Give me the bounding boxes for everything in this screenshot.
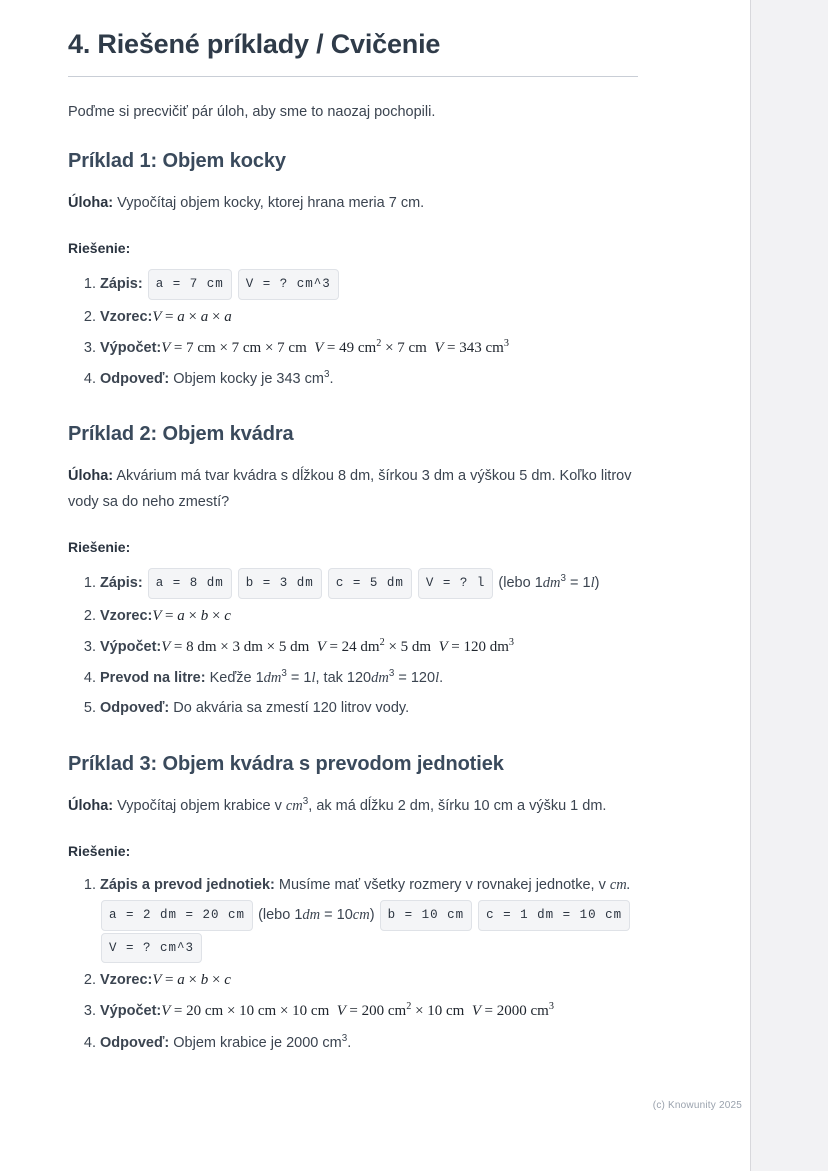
list-item: [100, 966, 638, 995]
example-2-solution-label: Riešenie:: [68, 539, 131, 556]
vypocet-label: Výpočet:: [100, 339, 162, 356]
task-text: Akvárium má tvar kvádra s dĺžkou 8 dm, šírkou 3 dm a výškou 5 dm. Koľko litrov vody sa do neho zmestí?: [68, 468, 632, 510]
vypocet-label: Výpočet:: [100, 638, 162, 655]
list-item: [100, 334, 638, 363]
task-text-post: , ak má dĺžku 2 dm, šírku 10 cm a výšku 1 dm.: [308, 797, 607, 814]
code-chip: a = 7 cm: [148, 269, 232, 299]
answer-text: Objem kocky je 343 $cm^3$.: [173, 369, 334, 388]
code-chip: V = ? cm^3: [238, 269, 339, 299]
task-label: Úloha:: [68, 797, 114, 814]
odpoved-label: Odpoveď:: [100, 700, 170, 717]
prevod-label: Prevod na litre:: [100, 670, 206, 687]
code-chip: c = 5 dm: [328, 568, 412, 598]
conversion-text: Keďže $1dm^3 = 1l$, tak $120dm^3 = 120l$.: [209, 668, 444, 687]
example-1-steps: [68, 268, 638, 393]
list-item: [100, 303, 638, 332]
code-chip: a = 2 dm = 20 cm: [101, 900, 253, 930]
list-item: [100, 633, 638, 662]
formula: V = a × a × a: [152, 308, 232, 325]
example-2-heading: Príklad 2: Objem kvádra: [68, 423, 294, 446]
code-chip: b = 10 cm: [380, 900, 473, 930]
example-2-steps: [68, 567, 638, 722]
list-item: [100, 365, 638, 393]
example-3-heading: Príklad 3: Objem kvádra s prevodom jednotiek: [68, 752, 504, 775]
list-item: [100, 1029, 638, 1057]
vzorec-label: Vzorec:: [100, 308, 153, 325]
vypocet-label: Výpočet:: [100, 1003, 162, 1020]
zapis-label: Zápis:: [100, 575, 143, 592]
code-chip: V = ? l: [418, 568, 494, 598]
calculation: V = 8 dm × 3 dm × 5 dm V = 24 $dm^2 \times 5$ dm V = 120 $dm^3$: [161, 636, 514, 655]
code-chip: a = 8 dm: [148, 568, 232, 598]
task-unit: cm: [285, 797, 303, 814]
example-3-task: Úloha: Vypočítaj objem krabice v $cm^3$, ak má dĺžku 2 dm, šírku 10 cm a výšku 1 dm.: [68, 795, 607, 814]
step-text: Musíme mať všetky rozmery v rovnakej jednotke, v: [278, 876, 610, 893]
odpoved-label: Odpoveď:: [100, 1034, 170, 1051]
calculation: V = 20 cm × 10 cm × 10 cm V = 200 $cm^2 \times 10$ cm V = 2000 $cm^3$: [161, 1001, 554, 1020]
step-unit: cm.: [609, 876, 631, 893]
code-chip: b = 3 dm: [238, 568, 322, 598]
formula: V = a × b × c: [152, 972, 231, 988]
code-chip: V = ? cm^3: [101, 933, 202, 963]
list-item: [100, 997, 638, 1026]
vzorec-label: Vzorec:: [100, 607, 153, 624]
example-2-task: [68, 464, 638, 515]
list-item: [100, 694, 638, 722]
example-1-task: [68, 191, 638, 216]
title-divider: [68, 76, 638, 77]
zapis-label: Zápis:: [100, 276, 143, 293]
example-3-steps: [68, 871, 638, 1057]
list-item: [100, 871, 638, 964]
list-item: [100, 664, 638, 692]
copyright-footer: (c) Knowunity 2025: [652, 1100, 742, 1111]
document-content: [68, 28, 638, 1087]
zapis-prevod-label: Zápis a prevod jednotiek:: [100, 876, 275, 893]
list-item: [100, 567, 638, 599]
list-item: [100, 602, 638, 631]
task-text: Vypočítaj objem kocky, ktorej hrana meria 7 cm.: [117, 194, 425, 211]
formula: V = a × b × c: [152, 607, 231, 624]
intro-paragraph: Poďme si precvičiť pár úloh, aby sme to naozaj pochopili.: [68, 103, 436, 120]
calculation: V = 7 cm × 7 cm × 7 cm V = 49 $cm^2 \times 7$ cm V = 343 $cm^3$: [161, 337, 509, 356]
scrollbar-track[interactable]: [750, 0, 828, 1171]
task-label: Úloha:: [68, 468, 114, 485]
list-item: [100, 268, 638, 300]
example-3-solution-label: Riešenie:: [68, 842, 131, 859]
example-1-heading: Príklad 1: Objem kocky: [68, 149, 286, 172]
chip-note: (lebo $1dm^3 = 1l$): [498, 573, 600, 592]
answer-text: Do akvária sa zmestí 120 litrov vody.: [173, 700, 410, 717]
task-text-pre: Vypočítaj objem krabice v: [117, 797, 286, 814]
odpoved-label: Odpoveď:: [100, 371, 170, 388]
vzorec-label: Vzorec:: [100, 972, 153, 988]
answer-text: Objem krabice je 2000 $cm^3$.: [173, 1032, 352, 1051]
page-title: 4. Riešené príklady / Cvičenie: [68, 29, 441, 59]
task-label: Úloha:: [68, 194, 114, 211]
code-chip: c = 1 dm = 10 cm: [478, 900, 630, 930]
chip-note: (lebo 1dm = 10cm): [258, 907, 375, 924]
example-1-solution-label: Riešenie:: [68, 240, 131, 257]
